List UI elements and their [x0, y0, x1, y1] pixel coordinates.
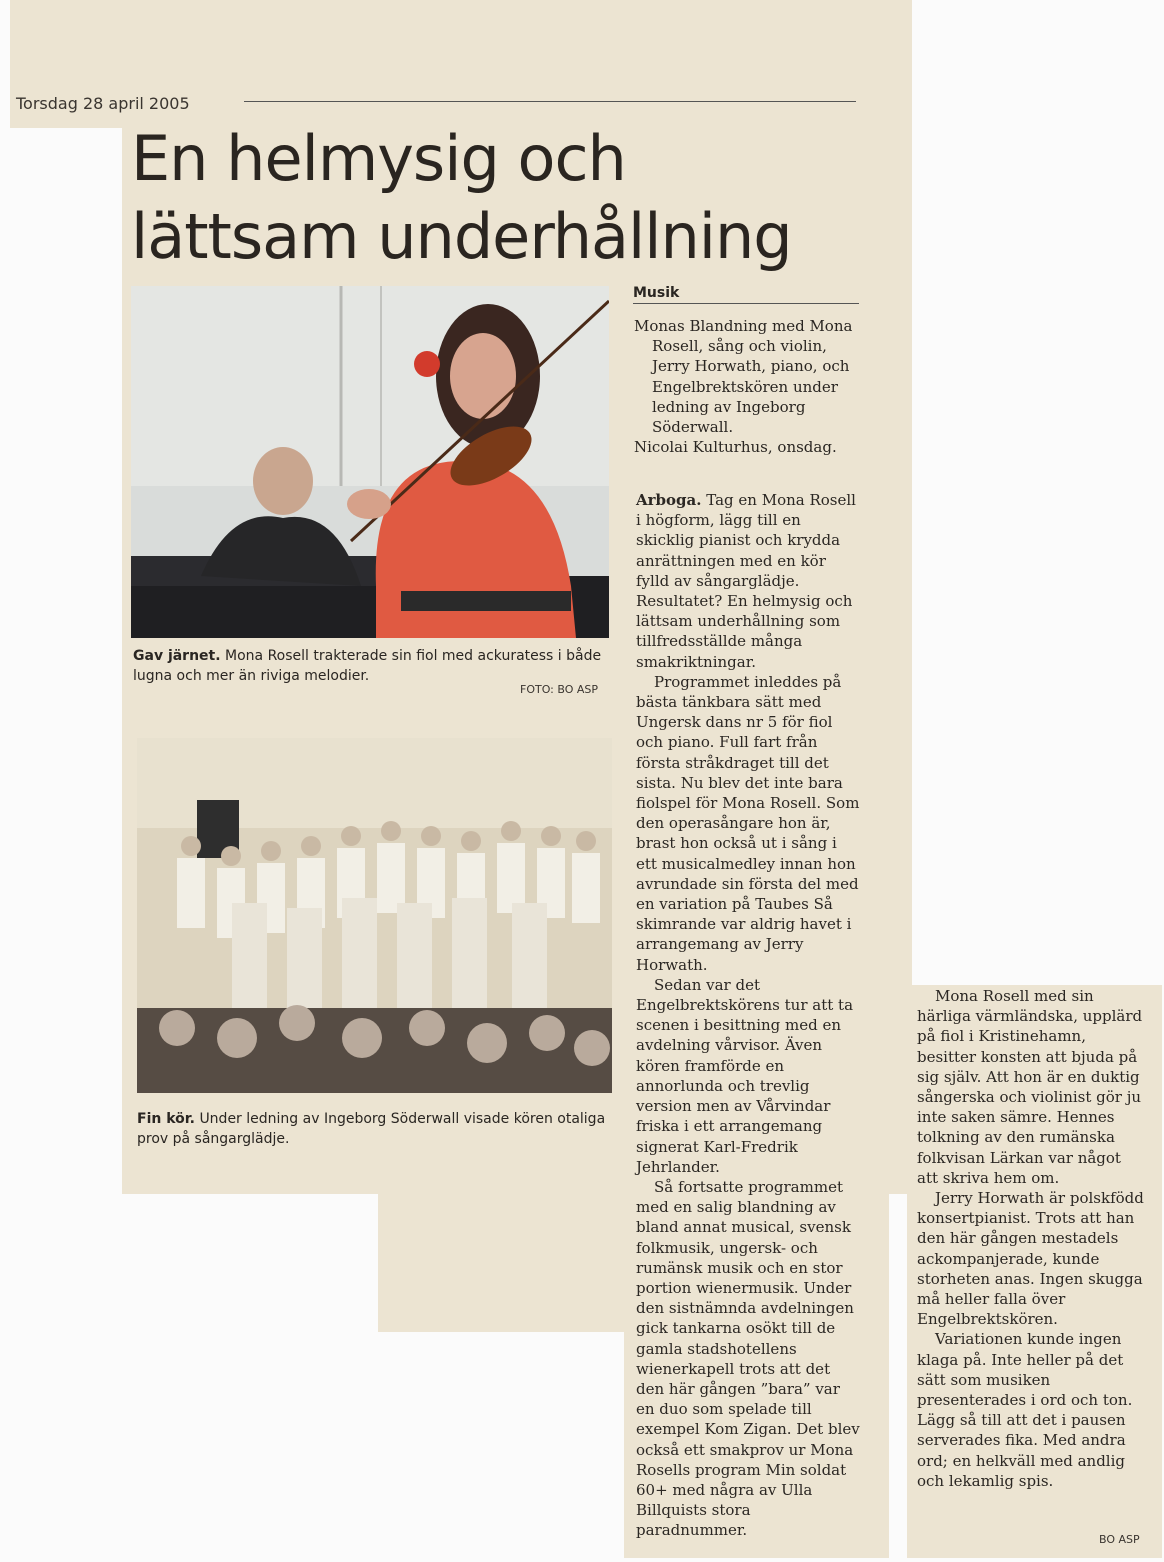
article-paragraph: Variationen kunde ingen klaga på. Inte heller på det sätt som musiken presenterades i ord och ton. Lägg så till att det i pausen serverades fika. Med andra ord; en helkväll med andlig och lekamlig spis. [917, 1330, 1133, 1490]
headline-line-1: En helmysig och [131, 122, 626, 195]
choir-photo-caption [137, 1109, 612, 1149]
choir-photo [137, 738, 612, 1093]
caption-title: Fin kör. [137, 1111, 195, 1127]
violinist-photo-caption [133, 646, 603, 686]
article-paragraph: Jerry Horwath är polskfödd konsertpianist. Trots att han den här gången mestadels ackompanjerade, kunde storheten anas. Ingen skugga må heller falla över Engelbrektskören. [917, 1189, 1144, 1329]
photo-credit: FOTO: BO ASP [520, 683, 599, 696]
author-signature: BO ASP [1099, 1533, 1140, 1546]
issue-date: Torsdag 28 april 2005 [16, 94, 190, 113]
article-column-1 [636, 490, 862, 1541]
clipping-paper [378, 1194, 624, 1332]
violinist-illustration [131, 286, 609, 638]
caption-title: Gav järnet. [133, 648, 221, 664]
choir-illustration [137, 738, 612, 1093]
article-paragraph: Så fortsatte programmet med en salig blandning av bland annat musical, svensk folkmusik, ungersk- och rumänsk musik och en stor portion wienermusik. Under den sistnämnda avdelningen gick tankarna osökt till de gamla stadshotellens wienerkapell trots att det den här gången ”bara” var en duo som spelade till exempel Kom Zigan. Det blev också ett smakprov ur Mona Rosells program Min soldat 60+ med några av Ulla Billquists stora paradnummer. [636, 1177, 860, 1540]
article-paragraph: Programmet inleddes på bästa tänkbara sätt med Ungersk dans nr 5 för fiol och piano. Full fart från första stråkdraget till det sista. Nu blev det inte bara fiolspel för Mona Rosell. Som den operasångare hon är, brast hon också ut i sång i ett musicalmedley innan hon avrundade sin första del med en variation på Taubes Så skimrande var aldrig havet i arrangemang av Jerry Horwath. [636, 672, 860, 974]
article-paragraph: Mona Rosell med sin härliga värmländska, upplärd på fiol i Kristinehamn, besitter konsten att bjuda på sig själv. Att hon är en duktig sångerska och violinist gör ju inte saken sämre. Hennes tolkning av den rumänska folkvisan Lärkan var något att skriva hem om. [917, 987, 1143, 1187]
violinist-photo [131, 286, 609, 638]
article-paragraph: Sedan var det Engelbrektskörens tur att ta scenen i besittning med en avdelning vårvisor. Även kören framförde en annorlunda och trevlig version men av Vårvindar friska i ett arrangemang signerat Karl-Fredrik Jehrlander. [636, 975, 854, 1176]
event-info [634, 316, 862, 457]
caption-text: Under ledning av Ingeborg Söderwall visade kören otaliga prov på sångarglädje. [137, 1111, 606, 1147]
caption-text: Mona Rosell trakterade sin fiol med ackuratess i både lugna och mer än riviga melodier. [133, 648, 602, 684]
article-column-2 [917, 986, 1145, 1491]
paragraph-text: Tag en Mona Rosell i högform, lägg till en skicklig pianist och krydda anrättningen med en kör fylld av sångarglädje. Resultatet? En helmysig och lättsam underhållning som tillfredsställde många smakriktningar. [636, 491, 856, 671]
headline-line-2: lättsam underhållning [131, 200, 792, 273]
section-label: Musik [633, 285, 859, 304]
event-info-line: Monas Blandning med Mona Rosell, sång och violin, Jerry Horwath, piano, och Engelbrektskören under ledning av Ingeborg Söderwall. [634, 317, 853, 437]
dateline: Arboga. [636, 491, 702, 509]
article-paragraph [636, 490, 862, 672]
header-rule [244, 101, 856, 102]
headline [131, 120, 792, 276]
event-info-line: Nicolai Kulturhus, onsdag. [634, 438, 837, 457]
